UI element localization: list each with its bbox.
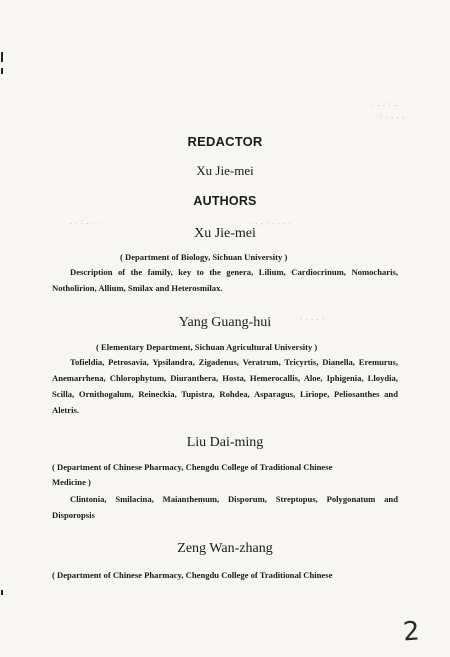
author-affiliation: ( Department of Biology, Sichuan University )	[120, 252, 288, 262]
binding-mark	[1, 68, 3, 74]
author-contribution-text: Description of the family, key to the genera, Lilium, Cardiocrinum, Nomocharis, Notholirion, Allium, Smilax and Heterosmilax.	[52, 267, 398, 293]
author-name: Xu Jie-mei	[194, 226, 256, 241]
binding-mark	[1, 590, 3, 595]
author-affiliation-continued: Medicine )	[52, 477, 91, 487]
bleed-through-noise: : . . , :	[300, 314, 326, 322]
handwritten-page-number: 2	[401, 616, 421, 648]
binding-mark	[1, 52, 3, 62]
author-contribution	[52, 264, 398, 296]
bleed-through-noise: , . : , . .	[70, 218, 101, 226]
bleed-through-noise: : . , . ,	[380, 112, 405, 120]
author-affiliation: ( Department of Chinese Pharmacy, Chengdu College of Traditional Chinese	[52, 462, 333, 472]
author-name: Zeng Wan-zhang	[177, 541, 273, 556]
redactor-name: Xu Jie-mei	[196, 163, 254, 178]
author-contribution-text: Tofieldia, Petrosavia, Ypsilandra, Zigadenus, Veratrum, Tricyrtis, Dianella, Eremurus, Anemarrhena, Chlorophytum, Diuranthera, Hosta, Hemerocallis, Aloe, Iphigenia, Lloydia, Scilla, Ornithogalum, Reineckia, Tupistra, Rohdea, Asparagus, Liriope, Peliosanthes and Aletris.	[52, 357, 398, 415]
author-contribution	[52, 354, 398, 418]
bleed-through-noise: . , , : . . , .	[250, 218, 292, 226]
redactor-heading: REDACTOR	[187, 134, 263, 149]
bleed-through-noise: . , . : ..	[372, 100, 400, 108]
author-name: Yang Guang-hui	[178, 315, 272, 330]
author-affiliation: ( Department of Chinese Pharmacy, Chengdu College of Traditional Chinese	[52, 570, 333, 580]
authors-heading: AUTHORS	[193, 194, 257, 208]
author-name: Liu Dai-ming	[186, 435, 264, 450]
author-contribution-text: Clintonia, Smilacina, Maianthemum, Disporum, Streptopus, Polygonatum and Disporopsis	[52, 494, 398, 520]
author-affiliation: ( Elementary Department, Sichuan Agricultural University )	[96, 342, 318, 352]
author-contribution	[52, 491, 398, 523]
